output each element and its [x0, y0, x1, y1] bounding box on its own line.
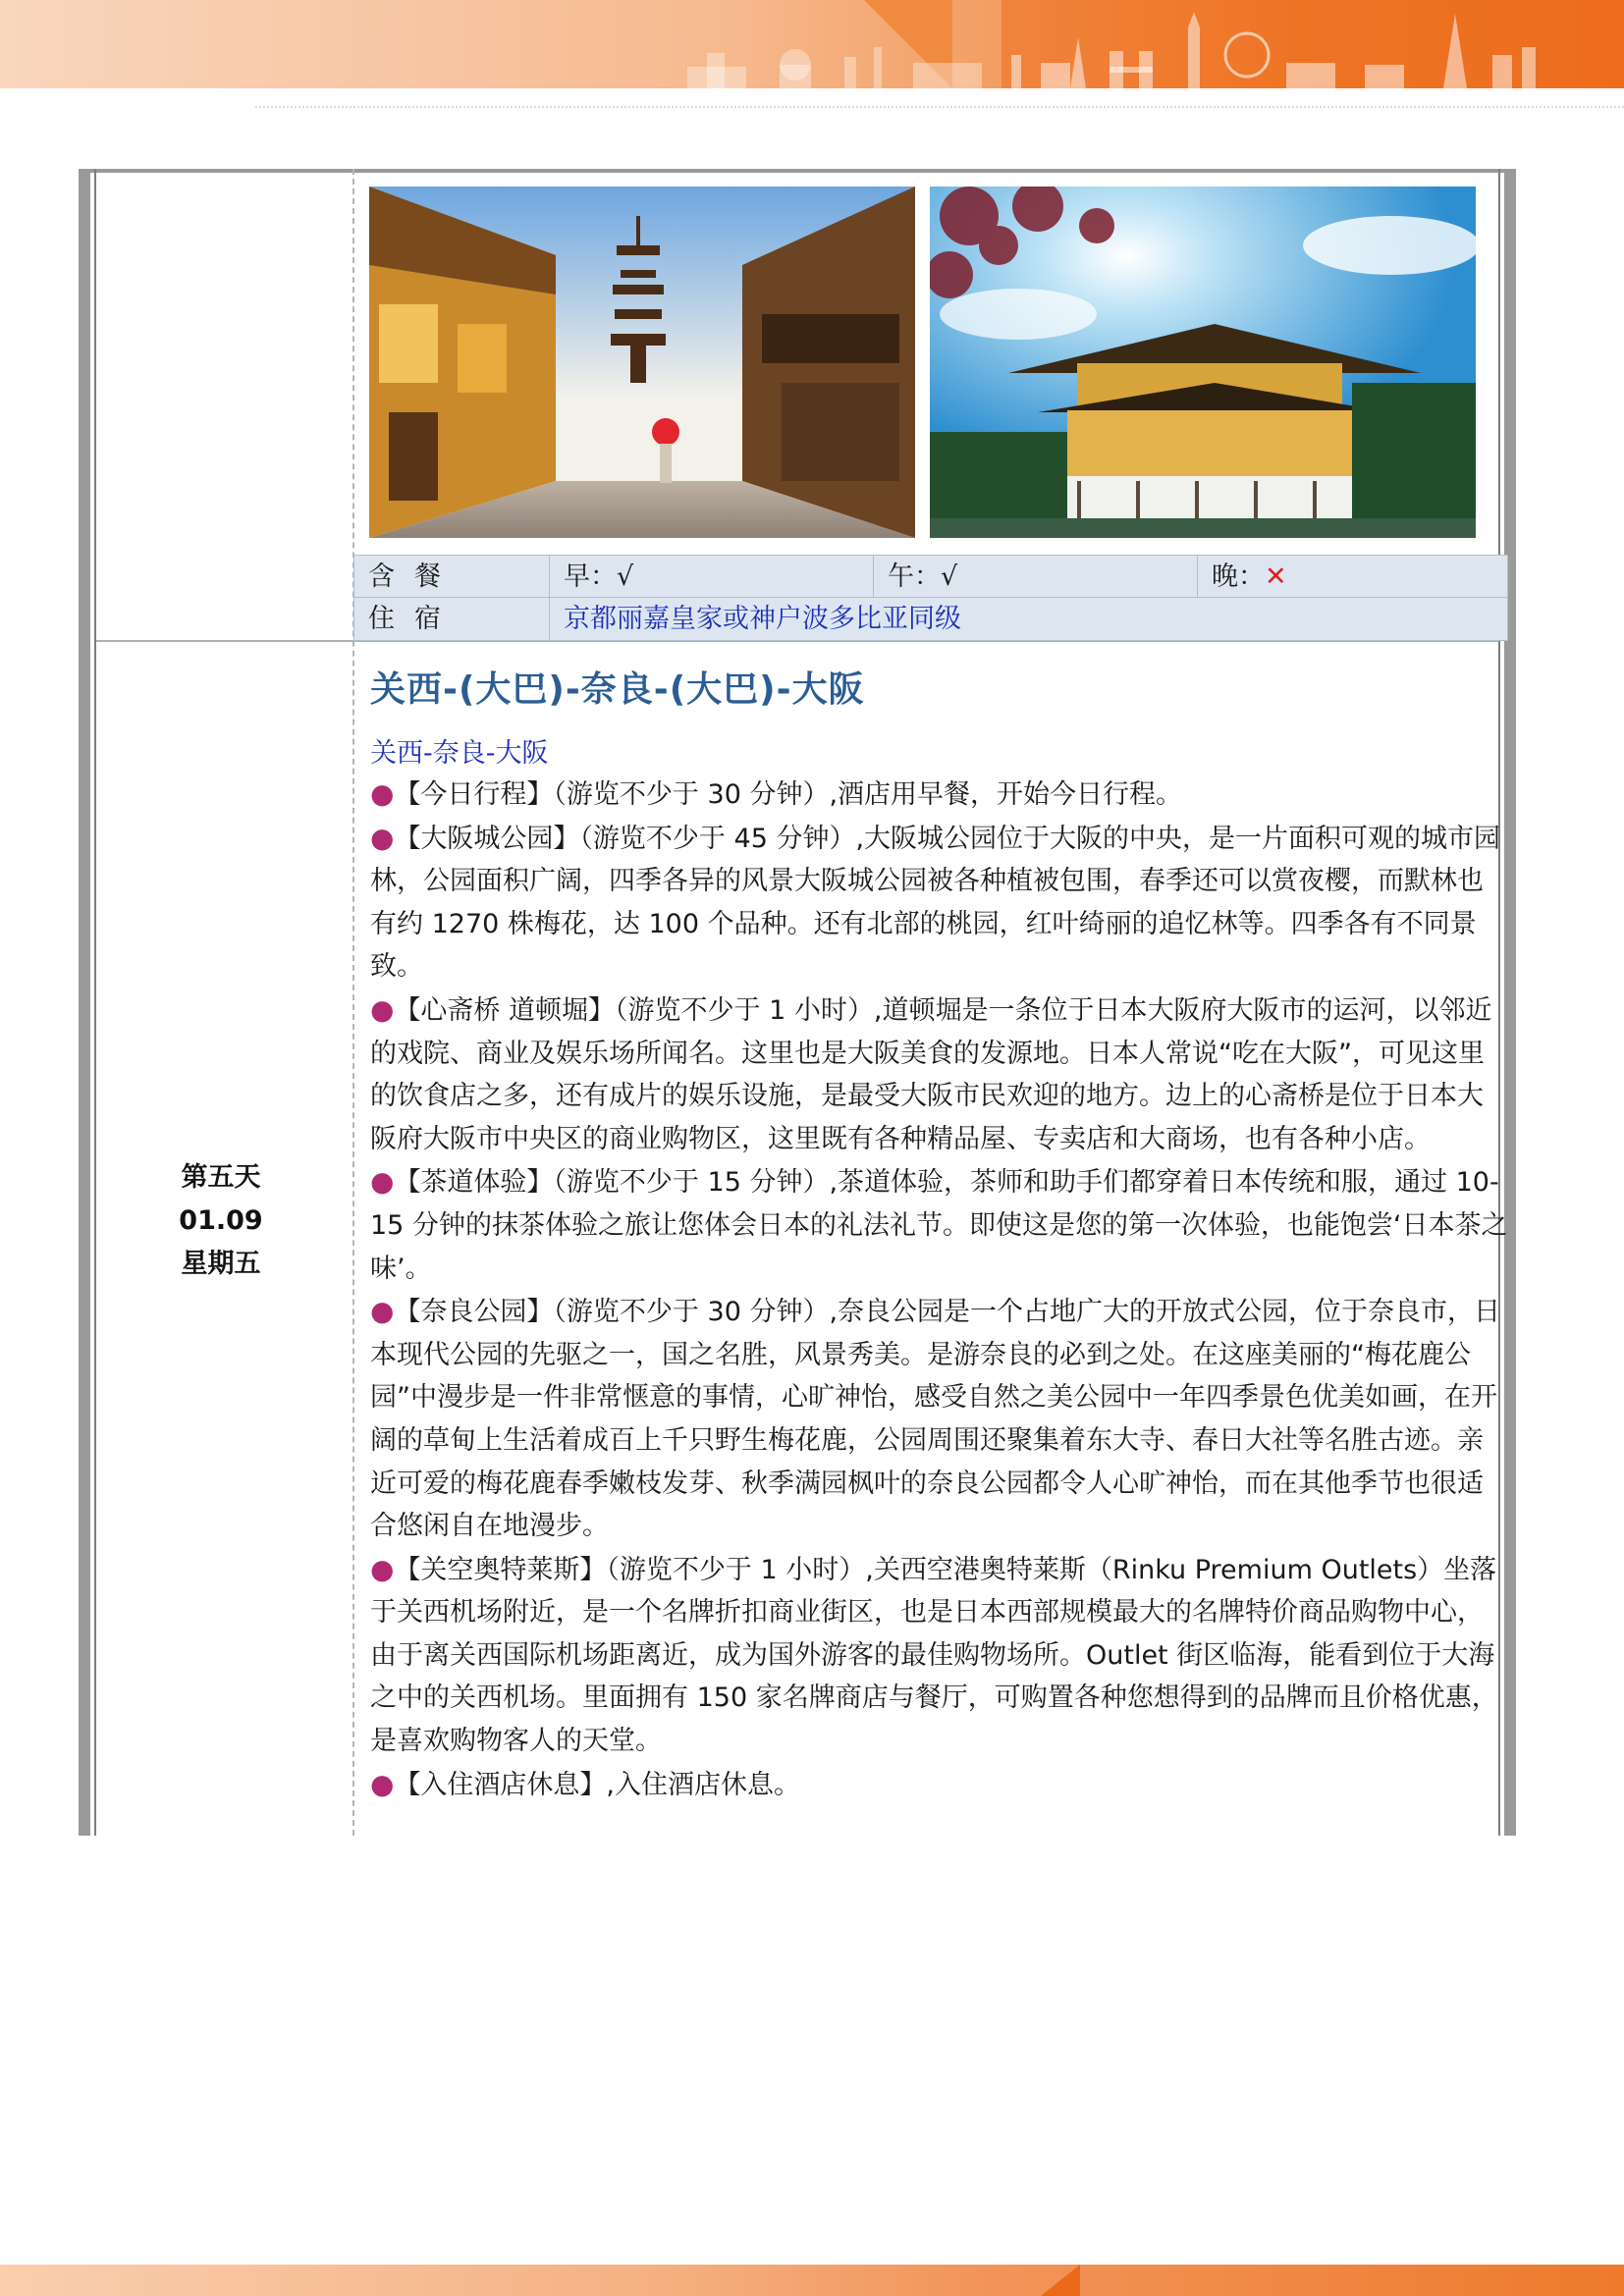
- dinner-label: 晚：: [1212, 561, 1265, 592]
- itinerary-item: [370, 773, 1509, 817]
- bullet-icon: ●: [370, 992, 395, 1026]
- itinerary-item: [370, 1160, 1509, 1290]
- bullet-icon: ●: [370, 1767, 395, 1800]
- meal-hotel-table: [353, 555, 1508, 641]
- route-subtitle: 关西-奈良-大阪: [370, 738, 549, 769]
- city-skyline-illustration: [677, 8, 1561, 88]
- itinerary-text: 【茶道体验】（游览不少于 15 分钟）,茶道体验，茶师和助手们都穿着日本传统和服，通过 10-15 分钟的抹茶体验之旅让您体会日本的礼法礼节。即使这是您的第一次体验，也能饱尝‘日本茶之味’。: [370, 1167, 1508, 1284]
- itinerary-text: 【大阪城公园】（游览不少于 45 分钟）,大阪城公园位于大阪的中央，是一片面积可观的城市园林，公园面积广阔，四季各异的风景大阪城公园被各种植被包围，春季还可以赏夜樱，而默林也有约 1270 株梅花，达 100 个品种。还有北部的桃园，红叶绮丽的追忆林等。四季各有不同景致。: [370, 823, 1501, 983]
- hotel-value: 京都丽嘉皇家或神户波多比亚同级: [549, 598, 1509, 640]
- day-name: 第五天: [181, 1162, 261, 1193]
- itinerary-text: 【入住酒店休息】,入住酒店休息。: [394, 1769, 801, 1800]
- day-label: [118, 1156, 324, 1286]
- kyoto-street-pagoda-photo: [369, 187, 915, 538]
- itinerary-text: 【关空奥特莱斯】（游览不少于 1 小时）,关西空港奥特莱斯（Rinku Premium Outlets）坐落于关西机场附近，是一个名牌折扣商业街区，也是日本西部规模最大的名牌特价商品购物中心，由于离关西国际机场距离近，成为国外游客的最佳购物场所。Outlet 街区临海，能看到位于大海之中的关西机场。里面拥有 150 家名牌商店与餐厅，可购置各种您想得到的品牌而且价格优惠，是喜欢购物客人的天堂。: [370, 1554, 1498, 1757]
- day-weekday: 星期五: [181, 1249, 261, 1279]
- hotel-row: [353, 598, 1508, 641]
- bullet-icon: ●: [370, 1295, 395, 1328]
- footer-banner: [0, 2265, 1624, 2296]
- itinerary-body: [370, 773, 1509, 1806]
- cross-icon: ✕: [1265, 561, 1287, 592]
- meals-row: [353, 555, 1508, 598]
- bullet-icon: ●: [370, 821, 395, 854]
- itinerary-text: 【今日行程】（游览不少于 30 分钟）,酒店用早餐，开始今日行程。: [394, 779, 1183, 810]
- bullet-icon: ●: [370, 1552, 395, 1585]
- day-date: 01.09: [179, 1205, 263, 1236]
- itinerary-text: 【心斋桥 道顿堀】（游览不少于 1 小时）,道顿堀是一条位于日本大阪府大阪市的运河，以邻近的戏院、商业及娱乐场所闻名。这里也是大阪美食的发源地。日本人常说“吃在大阪”，可见这里的饮食店之多，还有成片的娱乐设施，是最受大阪市民欢迎的地方。边上的心斋桥是位于日本大阪府大阪市中央区的商业购物区，这里既有各种精品屋、专卖店和大商场，也有各种小店。: [370, 994, 1492, 1154]
- lunch-value: 午：√: [873, 556, 1197, 598]
- itinerary-item: [370, 1548, 1509, 1763]
- meals-label: 含餐: [368, 561, 460, 592]
- bullet-icon: ●: [370, 777, 395, 810]
- bullet-icon: ●: [370, 1165, 395, 1199]
- itinerary-item: [370, 988, 1509, 1160]
- route-title: 关西-(大巴)-奈良-(大巴)-大阪: [370, 669, 865, 710]
- hotel-label: 住宿: [368, 604, 460, 634]
- breakfast-value: 早：√: [549, 556, 873, 598]
- itinerary-text: 【奈良公园】（游览不少于 30 分钟）,奈良公园是一个占地广大的开放式公园，位于奈良市，日本现代公园的先驱之一，国之名胜，风景秀美。是游奈良的必到之处。在这座美丽的“梅花鹿公园”中漫步是一件非常惬意的事情，心旷神怡，感受自然之美公园中一年四季景色优美如画，在开阔的草甸上生活着成百上千只野生梅花鹿，公园周围还聚集着东大寺、春日大社等名胜古迹。亲近可爱的梅花鹿春季嫩枝发芽、秋季满园枫叶的奈良公园都令人心旷神怡，而在其他季节也很适合悠闲自在地漫步。: [370, 1297, 1501, 1542]
- header-banner: [0, 0, 1624, 88]
- dinner-value: [1197, 556, 1509, 598]
- itinerary-item: [370, 1290, 1509, 1548]
- itinerary-item: [370, 1763, 1509, 1807]
- golden-pavilion-photo: [930, 187, 1476, 538]
- itinerary-item: [370, 817, 1509, 988]
- header-rule: [255, 106, 1624, 108]
